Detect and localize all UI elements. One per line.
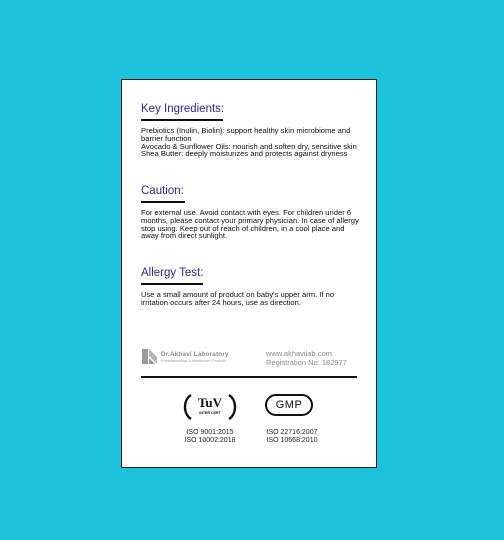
ingredient-line: Prebiotics (Inulin, Biolin): support healthy skin microbiome and barrier function bbox=[141, 126, 351, 143]
company-brand bbox=[142, 349, 229, 364]
company-contact bbox=[266, 349, 347, 367]
iso-standard: ISO 10002:2018 bbox=[184, 437, 236, 444]
svg-text:TuV: TuV bbox=[197, 395, 223, 410]
product-label bbox=[121, 79, 377, 468]
allergy-underline bbox=[141, 283, 203, 285]
ingredients-title: Key Ingredients: bbox=[141, 103, 225, 115]
iso-standard: ISO 10668:2010 bbox=[266, 437, 318, 444]
caution-title: Caution: bbox=[141, 185, 184, 197]
ingredients-list bbox=[141, 127, 363, 158]
svg-text:INTER CERT: INTER CERT bbox=[199, 411, 221, 415]
caution-underline bbox=[141, 201, 185, 203]
allergy-title: Allergy Test: bbox=[141, 267, 204, 279]
iso-list-right bbox=[260, 429, 324, 445]
ingredient-line: Shea Butter: deeply moisturizes and protects against dryness bbox=[141, 149, 348, 159]
tuv-logo-icon bbox=[182, 392, 238, 422]
gmp-label: GMP bbox=[275, 399, 303, 411]
company-tagline: Pharmaceutical & Healthcare Products bbox=[161, 358, 227, 363]
divider bbox=[141, 376, 357, 378]
iso-list-left bbox=[180, 429, 240, 445]
company-website: www.akhavilab.com bbox=[266, 349, 332, 358]
gmp-badge bbox=[265, 394, 313, 416]
allergy-text: Use a small amount of product on baby's upper arm. If no irritation occurs after 24 hours, use as direction. bbox=[141, 290, 335, 307]
caution-text: For external use. Avoid contact with eyes. For children under 6 months, please contact your primary physician. In case of allergy stop using. Keep out of reach of children, in a cool place and away from direct sunlight. bbox=[141, 208, 359, 241]
iso-standard: ISO 9001:2015 bbox=[186, 429, 234, 436]
lab-logo-icon bbox=[142, 349, 157, 364]
ingredients-underline bbox=[141, 119, 223, 121]
registration-number: Registration No: 182977 bbox=[266, 358, 347, 367]
iso-standard: ISO 22716:2007 bbox=[266, 429, 318, 436]
company-name: Dr.Akhavi Laboratory bbox=[161, 350, 229, 358]
ingredient-line: Avocado & Sunflower Oils: nourish and soften dry, sensitive skin bbox=[141, 141, 357, 151]
